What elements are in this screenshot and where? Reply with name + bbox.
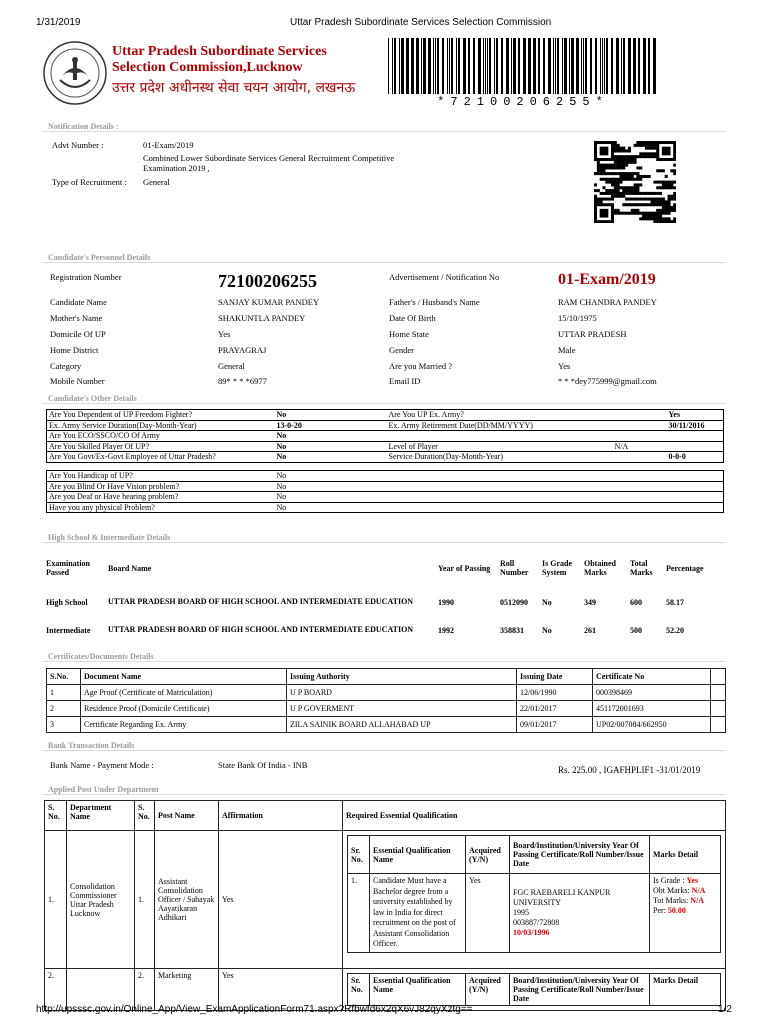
education-cell-grade: No bbox=[542, 625, 552, 635]
applied-row1-post-sno: 1. bbox=[135, 831, 155, 969]
barcode-bar bbox=[611, 38, 613, 94]
commission-logo bbox=[42, 40, 108, 106]
applied-header-affirmation: Affirmation bbox=[219, 801, 343, 831]
barcode-bar bbox=[473, 38, 475, 94]
education-cell-grade: No bbox=[542, 597, 552, 607]
education-cell-exam: Intermediate bbox=[46, 625, 91, 635]
barcode-bar bbox=[623, 38, 625, 94]
education-cell-year: 1990 bbox=[438, 597, 454, 607]
other-cell-q1: Ex. Army Service Duration(Day-Month-Year) bbox=[49, 420, 197, 430]
barcode-bar bbox=[638, 38, 640, 94]
education-cell-pct: 52.20 bbox=[666, 625, 684, 635]
barcode-bar bbox=[421, 38, 422, 94]
barcode-bar bbox=[571, 38, 574, 94]
other2-answer: No bbox=[276, 471, 287, 481]
personal-value-2-v2: UTTAR PRADESH bbox=[558, 329, 627, 339]
barcode-bar bbox=[518, 38, 520, 94]
barcode-bar bbox=[616, 38, 619, 94]
barcode-bar bbox=[648, 38, 650, 94]
cert-cell-blank bbox=[711, 701, 726, 717]
other2-answer: No bbox=[276, 502, 287, 512]
education-cell-obtained: 261 bbox=[584, 625, 596, 635]
marks-grade-label: Is Grade : bbox=[653, 876, 685, 885]
education-header-5: Obtained Marks bbox=[584, 559, 617, 577]
barcode-bar bbox=[583, 38, 584, 94]
education-cell-total: 600 bbox=[630, 597, 642, 607]
barcode-bar bbox=[442, 38, 444, 94]
barcode-bar bbox=[394, 38, 396, 94]
other-row-2 bbox=[47, 481, 724, 492]
education-cell-obtained: 349 bbox=[584, 597, 596, 607]
barcode-bar bbox=[489, 38, 491, 94]
qual-header-marks: Marks Detail bbox=[650, 836, 721, 874]
barcode-bar bbox=[496, 38, 498, 94]
cert-cell-blank bbox=[711, 685, 726, 701]
personal-label-4-l2: Are you Married ? bbox=[389, 361, 453, 371]
barcode-bar bbox=[449, 38, 450, 94]
certificate-row bbox=[47, 701, 726, 717]
marks-grade-value: Yes bbox=[686, 876, 699, 885]
marks-obt-label: Obt Marks: bbox=[653, 886, 690, 895]
barcode-bar bbox=[401, 38, 404, 94]
personal-label-0-l1: Candidate Name bbox=[50, 297, 107, 307]
barcode-bar bbox=[416, 38, 419, 94]
other-row bbox=[47, 452, 724, 463]
barcode-bar bbox=[643, 38, 646, 94]
barcode-bar bbox=[428, 38, 431, 94]
applied-post-wrapper bbox=[44, 800, 726, 1016]
cert-cell-sno: 1 bbox=[47, 685, 81, 701]
cert-cell-doc: Certificate Regarding Ex. Army bbox=[81, 717, 287, 733]
applied-row2-post: Marketing bbox=[155, 969, 219, 1011]
barcode-text: *72100206255* bbox=[437, 95, 609, 109]
cert-cell-auth: ZILA SAINIK BOARD ALLAHABAD UP bbox=[287, 717, 517, 733]
barcode-bar bbox=[606, 38, 608, 94]
qual-row-sr: 1. bbox=[348, 874, 370, 953]
personal-value-4-v2: Yes bbox=[558, 361, 571, 371]
barcode-bar bbox=[562, 38, 563, 94]
exam-name: Combined Lower Subordinate Services General Recruitment Competitive Examination 2019 , bbox=[143, 153, 395, 173]
other2-answer: No bbox=[276, 481, 287, 491]
cert-cell-no: 000398469 bbox=[593, 685, 711, 701]
qual2-header-acquired: Acquired (Y/N) bbox=[466, 974, 510, 1006]
other2-question: Have you any physical Problem? bbox=[49, 502, 155, 512]
barcode-bar bbox=[494, 38, 495, 94]
barcode-bar bbox=[451, 38, 453, 94]
other-cell-q2: Ex. Army Retirement Date(DD/MM/YYYY) bbox=[388, 420, 533, 430]
applied-row2-affirmation: Yes bbox=[219, 969, 343, 1011]
barcode-bar bbox=[621, 38, 622, 94]
barcode-bar bbox=[447, 38, 448, 94]
notification-section-title: Notification Details : bbox=[48, 122, 119, 131]
other-cell-q1: Are You Govt/Ex-Govt Employee of Uttar Pradesh? bbox=[49, 452, 216, 462]
registration-label: Registration Number bbox=[50, 272, 122, 282]
other-section-title: Candidate's Other Details bbox=[48, 394, 137, 403]
cert-header-2: Issuing Authority bbox=[287, 669, 517, 685]
barcode-bar bbox=[653, 38, 656, 94]
other-cell-q2: Level of Player bbox=[388, 441, 438, 451]
other-cell-a3: 30/11/2016 bbox=[668, 420, 705, 430]
cert-header-0: S.No. bbox=[47, 669, 81, 685]
education-header-7: Percentage bbox=[666, 563, 704, 573]
personal-label-5-l1: Mobile Number bbox=[50, 376, 105, 386]
marks-obt-value: N/A bbox=[691, 886, 706, 895]
cert-cell-doc: Age Proof (Certificate of Matriculation) bbox=[81, 685, 287, 701]
personal-label-1-l2: Date Of Birth bbox=[389, 313, 436, 323]
barcode-bar bbox=[533, 38, 536, 94]
marks-tot-label: Tot Marks: bbox=[653, 896, 689, 905]
personal-label-2-l2: Home State bbox=[389, 329, 429, 339]
personal-label-3-l1: Home District bbox=[50, 345, 99, 355]
cert-cell-date: 09/01/2017 bbox=[517, 717, 593, 733]
bank-label: Bank Name - Payment Mode : bbox=[50, 760, 154, 770]
applied-header-sno: S. No. bbox=[45, 801, 67, 831]
other-cell-a2 bbox=[613, 452, 667, 463]
barcode-bar bbox=[602, 38, 603, 94]
qual-header-name: Essential Qualification Name bbox=[370, 836, 466, 874]
applied-row2-post-sno: 2. bbox=[135, 969, 155, 1011]
barcode-bar bbox=[523, 38, 526, 94]
personal-value-1-v1: SHAKUNTLA PANDEY bbox=[218, 313, 306, 323]
qualification-table-2 bbox=[347, 973, 721, 1006]
personal-value-2-v1: Yes bbox=[218, 329, 231, 339]
cert-cell-sno: 3 bbox=[47, 717, 81, 733]
other2-question: Are You Handicap of UP? bbox=[49, 471, 133, 481]
barcode-bar bbox=[506, 38, 509, 94]
other-cell-q1: Are You ECO/SSCO/CO Of Army bbox=[49, 431, 160, 441]
advt-value: 01-Exam/2019 bbox=[143, 140, 194, 150]
education-header-row bbox=[46, 548, 726, 588]
other-row bbox=[47, 431, 724, 442]
qual-row-board: FGC RAEBARELI KANPUR UNIVERSITY bbox=[513, 887, 611, 907]
applied-row1-affirmation: Yes bbox=[219, 831, 343, 969]
education-row bbox=[46, 616, 726, 644]
personal-label-3-l2: Gender bbox=[389, 345, 415, 355]
other-cell-a2: N/A bbox=[614, 441, 629, 451]
marks-per-label: Per: bbox=[653, 906, 666, 915]
org-name-line1: Uttar Pradesh Subordinate Services bbox=[112, 44, 327, 59]
education-header-4: Is Grade System bbox=[542, 559, 572, 577]
other-cell-a1: No bbox=[276, 410, 287, 420]
print-page-number: 1/2 bbox=[718, 1004, 732, 1015]
print-url[interactable]: http://upsssc.gov.in/Online_App/View_ExamApplicationForm71.aspx?Rfbwfd6x2qX6vJ82qyXztg== bbox=[36, 1004, 473, 1015]
cert-header-1: Document Name bbox=[81, 669, 287, 685]
personal-value-3-v1: PRAYAGRAJ bbox=[218, 345, 267, 355]
personal-value-5-v2: * * *dey775999@gmail.com bbox=[558, 376, 657, 386]
education-cell-board: UTTAR PRADESH BOARD OF HIGH SCHOOL AND INTERMEDIATE EDUCATION bbox=[108, 625, 414, 634]
barcode-bar bbox=[513, 38, 516, 94]
personal-label-5-l2: Email ID bbox=[389, 376, 421, 386]
barcode-bar bbox=[485, 38, 486, 94]
other-cell-a3: Yes bbox=[668, 410, 681, 420]
education-cell-board: UTTAR PRADESH BOARD OF HIGH SCHOOL AND INTERMEDIATE EDUCATION bbox=[108, 597, 414, 606]
barcode-bar bbox=[478, 38, 481, 94]
qualification-table bbox=[347, 835, 721, 953]
barcode-bar bbox=[604, 38, 605, 94]
barcode-bar bbox=[468, 38, 470, 94]
education-header-0: Examination Passed bbox=[46, 559, 91, 577]
barcode bbox=[388, 38, 658, 94]
other-cell-q1: Are You Dependent of UP Freedom Fighter? bbox=[49, 410, 193, 420]
other2-answer: No bbox=[276, 492, 287, 502]
applied-header-dept: Department Name bbox=[67, 801, 135, 831]
barcode-bar bbox=[548, 38, 551, 94]
other-cell-a3 bbox=[667, 441, 724, 452]
barcode-bar bbox=[569, 38, 570, 94]
other-row bbox=[47, 441, 724, 452]
other-cell-q2: Are You UP Ex. Army? bbox=[388, 410, 464, 420]
personal-value-4-v1: General bbox=[218, 361, 245, 371]
recruitment-type-label: Type of Recruitment : bbox=[52, 177, 127, 187]
advt-label: Advt Number : bbox=[52, 140, 104, 150]
barcode-bar bbox=[555, 38, 556, 94]
education-cell-exam: High School bbox=[46, 597, 88, 607]
bank-transaction: Rs. 225.00 , IGAFHPLIF1 -31/01/2019 bbox=[558, 765, 701, 775]
other-row-2 bbox=[47, 502, 724, 513]
certificates-section-title: Certificates/Documents Details bbox=[48, 652, 154, 661]
other2-question: Are you Blind Or Have Vision problem? bbox=[49, 481, 180, 491]
barcode-bar bbox=[433, 38, 434, 94]
barcode-bar bbox=[399, 38, 400, 94]
other-cell-q1: Are You Skilled Player Of UP? bbox=[49, 441, 149, 451]
other-details-table-2 bbox=[46, 470, 724, 513]
education-cell-year: 1992 bbox=[438, 625, 454, 635]
barcode-bar bbox=[463, 38, 466, 94]
qual2-header-name: Essential Qualification Name bbox=[370, 974, 466, 1006]
personal-label-1-l1: Mother's Name bbox=[50, 313, 103, 323]
barcode-bar bbox=[392, 38, 393, 94]
bank-value: State Bank Of India - INB bbox=[218, 760, 308, 770]
education-row bbox=[46, 588, 726, 616]
barcode-bar bbox=[511, 38, 512, 94]
education-header-1: Board Name bbox=[108, 563, 152, 573]
print-date: 1/31/2019 bbox=[36, 17, 81, 28]
recruitment-type-value: General bbox=[143, 177, 170, 187]
other-cell-a3: 0-0-0 bbox=[668, 452, 686, 462]
qual2-header-board: Board/Institution/University Year Of Passing Certificate/Roll Number/Issue Date bbox=[510, 974, 650, 1006]
qual2-header-sr: Sr. No. bbox=[348, 974, 370, 1006]
cert-cell-auth: U P BOARD bbox=[287, 685, 517, 701]
personal-label-4-l1: Category bbox=[50, 361, 82, 371]
applied-row1-sno: 1. bbox=[45, 831, 67, 969]
registration-number: 72100206255 bbox=[218, 271, 317, 291]
cert-cell-doc: Residence Proof (Domicile Certificate) bbox=[81, 701, 287, 717]
advertisement-label: Advertisement / Notification No bbox=[389, 272, 500, 282]
bank-section-title: Bank Transaction Details bbox=[48, 741, 135, 750]
barcode-bar bbox=[543, 38, 545, 94]
barcode-bar bbox=[487, 38, 488, 94]
other-cell-a1: No bbox=[276, 441, 287, 451]
barcode-bar bbox=[458, 38, 460, 94]
qual-row-date: 10/03/1996 bbox=[513, 927, 550, 937]
other-cell-a3 bbox=[667, 431, 724, 442]
cert-cell-sno: 2 bbox=[47, 701, 81, 717]
barcode-bar bbox=[406, 38, 409, 94]
education-cell-pct: 58.17 bbox=[666, 597, 684, 607]
other-row-2 bbox=[47, 492, 724, 503]
print-title: Uttar Pradesh Subordinate Services Selection Commission bbox=[290, 17, 552, 28]
education-section-title: High School & Intermediate Details bbox=[48, 533, 171, 542]
qr-graphic bbox=[594, 141, 676, 223]
qual-row-cert: 003887/72808 bbox=[513, 917, 560, 927]
other-cell-a1: No bbox=[276, 452, 287, 462]
qual-row-year: 1995 bbox=[513, 907, 529, 917]
barcode-bar bbox=[590, 38, 592, 94]
qual-header-sr: Sr. No. bbox=[348, 836, 370, 874]
cert-cell-auth: U P GOVERMENT bbox=[287, 701, 517, 717]
barcode-bar bbox=[600, 38, 601, 94]
education-cell-roll: 0512090 bbox=[500, 597, 528, 607]
org-name-hindi: उत्तर प्रदेश अधीनस्थ सेवा चयन आयोग, लखनऊ bbox=[112, 80, 356, 96]
personal-value-0-v2: RAM CHANDRA PANDEY bbox=[558, 297, 657, 307]
certificates-table bbox=[46, 668, 726, 733]
education-table bbox=[46, 548, 726, 644]
barcode-bar bbox=[388, 38, 389, 94]
barcode-bar bbox=[581, 38, 582, 94]
education-header-6: Total Marks bbox=[630, 559, 653, 577]
other-row bbox=[47, 420, 724, 431]
barcode-bar bbox=[501, 38, 503, 94]
cert-cell-no: 451172001693 bbox=[593, 701, 711, 717]
barcode-bar bbox=[585, 38, 587, 94]
applied-row2-sno: 2. bbox=[45, 969, 67, 1011]
barcode-bar bbox=[456, 38, 457, 94]
qual-header-board: Board/Institution/University Year Of Passing Certificate/Roll Number/Issue Date bbox=[510, 836, 650, 874]
personal-value-5-v1: 89* * * *6977 bbox=[218, 376, 267, 386]
applied-row1-dept: Consolidation Commissioner Uttar Pradesh Lucknow bbox=[67, 831, 135, 969]
org-name-line2: Selection Commission,Lucknow bbox=[112, 60, 303, 75]
certificates-header-row bbox=[47, 669, 726, 685]
cert-cell-date: 22/01/2017 bbox=[517, 701, 593, 717]
other2-question: Are you Deaf or Have hearing problem? bbox=[49, 492, 179, 502]
barcode-bar bbox=[553, 38, 554, 94]
other-cell-a2 bbox=[613, 431, 667, 442]
barcode-bar bbox=[411, 38, 414, 94]
education-cell-roll: 358831 bbox=[500, 625, 524, 635]
personal-label-2-l1: Domicile Of UP bbox=[50, 329, 106, 339]
barcode-graphic bbox=[388, 38, 658, 94]
personal-value-0-v1: SANJAY KUMAR PANDEY bbox=[218, 297, 320, 307]
other-row-2 bbox=[47, 471, 724, 482]
barcode-bar bbox=[538, 38, 540, 94]
personal-value-3-v2: Male bbox=[558, 345, 576, 355]
other-cell-q2: Service Duration(Day-Month-Year) bbox=[388, 452, 503, 462]
marks-per-value: 50.00 bbox=[667, 906, 686, 915]
qual-header-acquired: Acquired (Y/N) bbox=[466, 836, 510, 874]
education-header-2: Year of Passing bbox=[438, 563, 491, 573]
cert-header-4: Certificate No bbox=[593, 669, 711, 685]
other-cell-a2 bbox=[613, 410, 667, 421]
barcode-bar bbox=[557, 38, 559, 94]
other-details-table-1 bbox=[46, 409, 724, 463]
certificate-row bbox=[47, 717, 726, 733]
cert-header-3: Issuing Date bbox=[517, 669, 593, 685]
applied-header-qualification: Required Essential Qualification bbox=[343, 801, 726, 831]
cert-cell-blank bbox=[711, 717, 726, 733]
applied-row1-post: Assistant Consolidation Officer / Sahayak Aayatikaran Adhikari bbox=[155, 831, 219, 969]
qual-row-name: Candidate Must have a Bachelor degree from a university established by law in India for direct recruitment on the post of Assistant Consolidation Officer. bbox=[370, 874, 466, 953]
applied-header-post: Post Name bbox=[155, 801, 219, 831]
applied-section-title: Applied Post Under Department bbox=[48, 785, 159, 794]
other-row bbox=[47, 410, 724, 421]
other-cell-a1: No bbox=[276, 431, 287, 441]
other-cell-a2 bbox=[613, 420, 667, 431]
barcode-bar bbox=[483, 38, 484, 94]
personal-label-0-l2: Father's / Husband's Name bbox=[389, 297, 480, 307]
certificate-row bbox=[47, 685, 726, 701]
barcode-bar bbox=[628, 38, 631, 94]
applied-post-table bbox=[44, 800, 726, 1011]
barcode-bar bbox=[595, 38, 597, 94]
applied-header-post-sno: S. No. bbox=[135, 801, 155, 831]
cert-cell-no: UP02/007084/662950 bbox=[593, 717, 711, 733]
barcode-bar bbox=[633, 38, 636, 94]
barcode-bar bbox=[528, 38, 531, 94]
barcode-bar bbox=[576, 38, 579, 94]
education-cell-total: 500 bbox=[630, 625, 642, 635]
other-cell-q2 bbox=[387, 431, 613, 442]
qual2-header-marks: Marks Detail bbox=[650, 974, 721, 1006]
qr-code bbox=[594, 141, 676, 223]
advertisement-value: 01-Exam/2019 bbox=[558, 271, 656, 288]
cert-cell-date: 12/06/1990 bbox=[517, 685, 593, 701]
cert-header-blank bbox=[711, 669, 726, 685]
personal-section-title: Candidate's Personnel Details bbox=[48, 253, 151, 262]
qual-row-acquired: Yes bbox=[466, 874, 510, 953]
barcode-bar bbox=[564, 38, 567, 94]
other-cell-a1: 13-0-20 bbox=[276, 420, 302, 430]
marks-tot-value: N/A bbox=[690, 896, 704, 905]
personal-value-1-v2: 15/10/1975 bbox=[558, 313, 597, 323]
barcode-bar bbox=[423, 38, 426, 94]
barcode-bar bbox=[435, 38, 436, 94]
education-header-3: Roll Number bbox=[500, 559, 529, 577]
barcode-bar bbox=[437, 38, 439, 94]
